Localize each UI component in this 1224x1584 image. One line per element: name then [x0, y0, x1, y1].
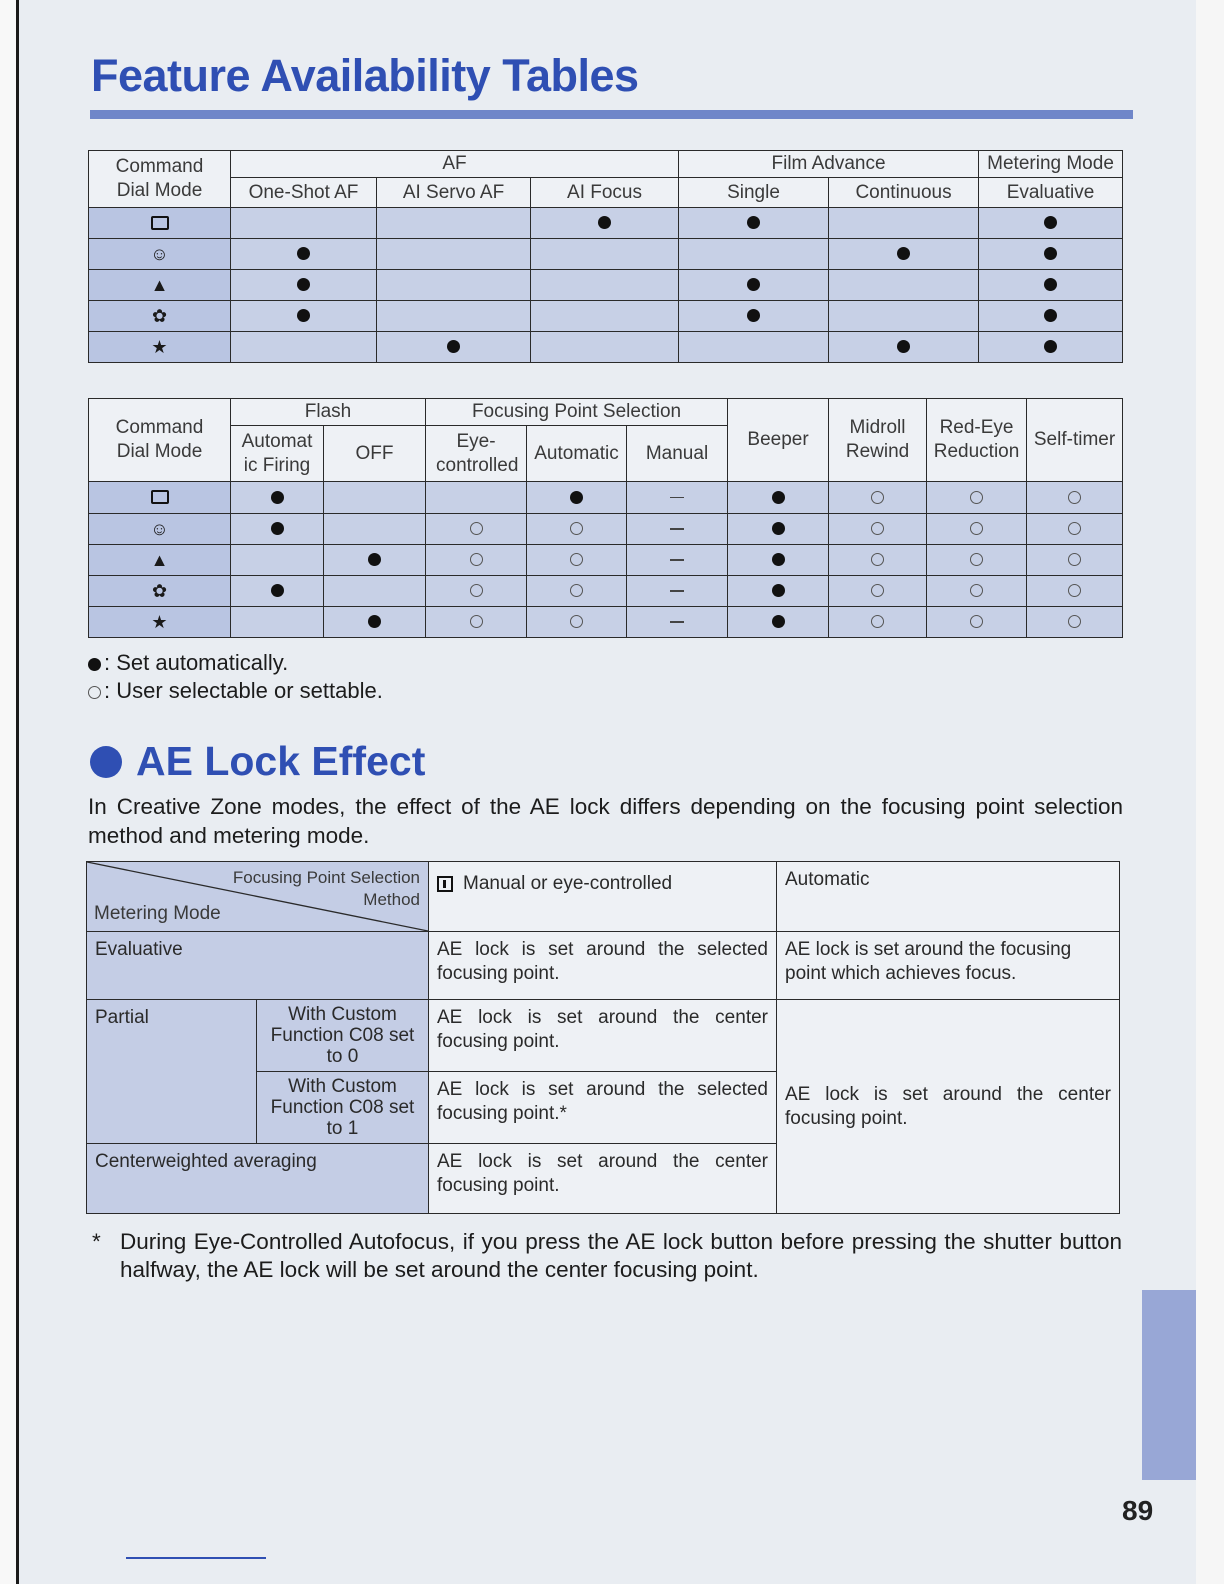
table-cell: [679, 239, 829, 270]
set-automatically-icon: [772, 584, 785, 597]
set-automatically-icon: [772, 553, 785, 566]
user-selectable-icon: [970, 491, 983, 504]
table-cell: [1027, 607, 1123, 638]
table-cell: [426, 482, 527, 514]
mode-cell: [89, 239, 231, 270]
table-cell: [324, 514, 426, 545]
legend-user: [88, 678, 383, 704]
set-automatically-icon: [747, 309, 760, 322]
table-cell: [231, 607, 324, 638]
col-ai-focus: AI Focus: [531, 178, 679, 208]
table-cell: [728, 576, 829, 607]
set-automatically-icon: [1044, 278, 1057, 291]
table-cell: [527, 545, 627, 576]
set-automatically-icon: [297, 278, 310, 291]
col-ai-servo-af: AI Servo AF: [377, 178, 531, 208]
table-cell: [979, 270, 1123, 301]
legend-auto: [88, 650, 288, 676]
user-selectable-icon: [1068, 553, 1081, 566]
c08-0-manual-cell: AE lock is set around the center focusing point.: [429, 1000, 777, 1072]
set-automatically-icon: [1044, 309, 1057, 322]
col-self-timer: Self-timer: [1027, 399, 1123, 482]
table-cell: [679, 208, 829, 239]
user-selectable-icon: [570, 553, 583, 566]
table-cell: [1027, 514, 1123, 545]
table-cell: [728, 545, 829, 576]
mode-header-line1: Command: [115, 417, 204, 438]
user-selectable-icon: [1068, 491, 1081, 504]
centerweighted-manual-cell: AE lock is set around the center focusing point.: [429, 1144, 777, 1214]
table-cell: [527, 607, 627, 638]
user-selectable-icon: [871, 615, 884, 628]
col-single: Single: [679, 178, 829, 208]
evaluative-manual-cell: AE lock is set around the selected focusing point.: [429, 932, 777, 1000]
table-row: [89, 576, 1123, 607]
table-cell: [377, 208, 531, 239]
table-cell: [829, 208, 979, 239]
mode-header-line2: Dial Mode: [116, 441, 203, 462]
set-automatically-icon: [368, 615, 381, 628]
group-focusing-point-selection: Focusing Point Selection: [426, 399, 728, 426]
corner-top-label: [233, 867, 420, 911]
page-number: 89: [1122, 1495, 1154, 1526]
table-cell: [627, 482, 728, 514]
col-one-shot-af: One-Shot AF: [231, 178, 377, 208]
ae-lock-title: AE Lock Effect: [136, 738, 426, 784]
feature-table-af: [88, 150, 1123, 363]
heading-bullet-icon: [90, 746, 122, 778]
user-selectable-icon: [470, 522, 483, 535]
mode-header-line2: Dial Mode: [116, 180, 203, 201]
set-automatically-icon: [747, 278, 760, 291]
user-selectable-icon: [470, 615, 483, 628]
table-cell: [1027, 545, 1123, 576]
table-cell: [231, 514, 324, 545]
set-automatically-icon: [271, 491, 284, 504]
set-automatically-icon: [271, 522, 284, 535]
user-selectable-icon: [871, 584, 884, 597]
manual-selection-icon: [437, 876, 453, 892]
ae-lock-intro: In Creative Zone modes, the effect of the AE lock differs depending on the focusing point selection method and metering mode.: [88, 794, 1123, 848]
set-automatically-icon: [447, 340, 460, 353]
table-cell: [531, 239, 679, 270]
bottom-mark-line: [126, 1557, 266, 1559]
table-cell: [728, 482, 829, 514]
row-partial: Partial: [87, 1000, 257, 1144]
set-automatically-icon: [297, 247, 310, 260]
legend-auto-text: : Set automatically.: [104, 650, 289, 675]
table-cell: [231, 576, 324, 607]
user-selectable-icon: [570, 584, 583, 597]
table-cell: [979, 301, 1123, 332]
table-cell: [829, 239, 979, 270]
mode-cell: [89, 545, 231, 576]
table-cell: [679, 332, 829, 363]
table-cell: [679, 270, 829, 301]
table-cell: [728, 607, 829, 638]
col-red-eye-reduction: Red-Eye Reduction: [927, 399, 1027, 482]
close-up-icon: ✿: [151, 580, 168, 601]
user-selectable-icon: [871, 553, 884, 566]
col-manual: Manual: [627, 426, 728, 482]
table-cell: [927, 576, 1027, 607]
set-automatically-icon: [297, 309, 310, 322]
user-selectable-icon: [970, 553, 983, 566]
set-automatically-icon: [88, 658, 101, 671]
table-cell: [927, 545, 1027, 576]
row-c08-set-0: With Custom Function C08 set to 0: [257, 1000, 429, 1072]
title-underline: [90, 110, 1133, 119]
user-selectable-icon: [970, 615, 983, 628]
table-cell: [627, 514, 728, 545]
mode-cell: [89, 208, 231, 239]
table-cell: [324, 576, 426, 607]
feature-table-flash: [88, 398, 1123, 638]
group-af: AF: [231, 151, 679, 178]
mode-cell: [89, 607, 231, 638]
table-cell: [324, 482, 426, 514]
section-side-tab: [1142, 1290, 1196, 1480]
table-cell: [377, 332, 531, 363]
table-row: [89, 514, 1123, 545]
table-cell: [231, 270, 377, 301]
table-row: [89, 301, 1123, 332]
table-cell: [527, 514, 627, 545]
table-cell: [231, 482, 324, 514]
mode-cell: [89, 514, 231, 545]
table-cell: [531, 208, 679, 239]
user-selectable-icon: [470, 553, 483, 566]
table-cell: [728, 514, 829, 545]
corner-bottom-label: Metering Mode: [94, 903, 221, 924]
table-cell: [829, 514, 927, 545]
portrait-icon: ☺: [150, 243, 169, 264]
user-selectable-icon: [970, 584, 983, 597]
table-cell: [531, 270, 679, 301]
set-automatically-icon: [1044, 247, 1057, 260]
full-auto-icon: [151, 490, 169, 504]
table-cell: [627, 545, 728, 576]
table-row: [89, 239, 1123, 270]
table-cell: [1027, 482, 1123, 514]
table-cell: [679, 301, 829, 332]
table-cell: [627, 607, 728, 638]
col-automatic-firing: Automat ic Firing: [231, 426, 324, 482]
mode-cell: [89, 482, 231, 514]
col-continuous: Continuous: [829, 178, 979, 208]
user-selectable-icon: [871, 522, 884, 535]
col-manual-or-eye-controlled: [429, 862, 777, 932]
table-cell: [927, 514, 1027, 545]
page-left-edge: [0, 0, 19, 1584]
user-selectable-icon: [470, 584, 483, 597]
user-selectable-icon: [570, 522, 583, 535]
user-selectable-icon: [1068, 615, 1081, 628]
legend-user-text: : User selectable or settable.: [104, 678, 383, 703]
table-cell: [426, 576, 527, 607]
set-automatically-icon: [1044, 340, 1057, 353]
row-evaluative: Evaluative: [87, 932, 429, 1000]
sports-icon: ★: [151, 336, 168, 357]
row-centerweighted: Centerweighted averaging: [87, 1144, 429, 1214]
col-automatic-label: Automatic: [777, 862, 1120, 932]
col-evaluative: Evaluative: [979, 178, 1123, 208]
set-automatically-icon: [772, 491, 785, 504]
group-flash: Flash: [231, 399, 426, 426]
set-automatically-icon: [897, 340, 910, 353]
table-row: [89, 332, 1123, 363]
table-cell: [324, 607, 426, 638]
not-available-dash: [670, 621, 684, 623]
table-cell: [627, 576, 728, 607]
table-cell: [231, 545, 324, 576]
not-available-dash: [670, 559, 684, 561]
table-cell: [531, 301, 679, 332]
landscape-icon: ▲: [150, 274, 169, 295]
table-row: [89, 270, 1123, 301]
table-cell: [531, 332, 679, 363]
corner-header-cell: [87, 862, 429, 932]
user-selectable-icon: [1068, 522, 1081, 535]
corner-top-line2: Method: [363, 890, 420, 909]
table-cell: [829, 576, 927, 607]
table-cell: [979, 332, 1123, 363]
close-up-icon: ✿: [151, 305, 168, 326]
not-available-dash: [670, 528, 684, 530]
table-row: [89, 607, 1123, 638]
set-automatically-icon: [368, 553, 381, 566]
col-eye-controlled: Eye- controlled: [426, 426, 527, 482]
footnote-asterisk: *: [92, 1229, 101, 1254]
page-right-edge: [1196, 0, 1224, 1584]
table-row: [89, 482, 1123, 514]
table-cell: [829, 482, 927, 514]
table-row: [89, 208, 1123, 239]
c08-1-manual-cell: AE lock is set around the selected focusing point.*: [429, 1072, 777, 1144]
user-selectable-icon: [570, 615, 583, 628]
set-automatically-icon: [897, 247, 910, 260]
group-film-advance: Film Advance: [679, 151, 979, 178]
set-automatically-icon: [772, 615, 785, 628]
user-selectable-icon: [871, 491, 884, 504]
table-cell: [231, 239, 377, 270]
page-title: Feature Availability Tables: [91, 50, 639, 101]
footnote-text: During Eye-Controlled Autofocus, if you press the AE lock button before pressing the shutter button halfway, the AE lock will be set around the center focusing point.: [120, 1229, 1122, 1282]
table-cell: [979, 208, 1123, 239]
table-cell: [324, 545, 426, 576]
set-automatically-icon: [271, 584, 284, 597]
user-selectable-icon: [970, 522, 983, 535]
mode-header-cell: [89, 151, 231, 208]
col-midroll-rewind: Midroll Rewind: [829, 399, 927, 482]
mode-cell: [89, 332, 231, 363]
group-metering-mode: Metering Mode: [979, 151, 1123, 178]
sports-icon: ★: [151, 611, 168, 632]
set-automatically-icon: [598, 216, 611, 229]
table-cell: [231, 208, 377, 239]
set-automatically-icon: [747, 216, 760, 229]
table-cell: [527, 482, 627, 514]
partial-center-auto-cell: AE lock is set around the center focusing point.: [777, 1000, 1120, 1214]
full-auto-icon: [151, 216, 169, 230]
table-row: [89, 545, 1123, 576]
landscape-icon: ▲: [150, 549, 169, 570]
mode-cell: [89, 576, 231, 607]
table-cell: [1027, 576, 1123, 607]
table-cell: [829, 270, 979, 301]
table-cell: [927, 482, 1027, 514]
mode-cell: [89, 301, 231, 332]
table-cell: [829, 545, 927, 576]
table-cell: [829, 607, 927, 638]
user-selectable-icon: [88, 686, 101, 699]
not-available-dash: [670, 497, 684, 499]
table-cell: [231, 301, 377, 332]
user-selectable-icon: [1068, 584, 1081, 597]
mode-header-cell: [89, 399, 231, 482]
table-cell: [426, 545, 527, 576]
set-automatically-icon: [1044, 216, 1057, 229]
set-automatically-icon: [570, 491, 583, 504]
evaluative-auto-cell: AE lock is set around the focusing point which achieves focus.: [777, 932, 1120, 1000]
table-cell: [527, 576, 627, 607]
ae-lock-heading: [90, 738, 425, 785]
table-cell: [829, 332, 979, 363]
table-cell: [829, 301, 979, 332]
corner-top-line1: Focusing Point Selection: [232, 868, 420, 887]
mode-header-line1: Command: [115, 156, 204, 177]
table-cell: [377, 301, 531, 332]
table-cell: [426, 514, 527, 545]
footnote: [92, 1228, 1122, 1284]
table-cell: [231, 332, 377, 363]
table-cell: [377, 270, 531, 301]
col-manual-label: Manual or eye-controlled: [463, 873, 673, 894]
table-cell: [377, 239, 531, 270]
set-automatically-icon: [772, 522, 785, 535]
table-cell: [927, 607, 1027, 638]
ae-lock-table: [86, 861, 1120, 1214]
not-available-dash: [670, 590, 684, 592]
table-cell: [426, 607, 527, 638]
table-cell: [979, 239, 1123, 270]
col-automatic: Automatic: [527, 426, 627, 482]
col-flash-off: OFF: [324, 426, 426, 482]
row-c08-set-1: With Custom Function C08 set to 1: [257, 1072, 429, 1144]
col-beeper: Beeper: [728, 399, 829, 482]
portrait-icon: ☺: [150, 518, 169, 539]
mode-cell: [89, 270, 231, 301]
